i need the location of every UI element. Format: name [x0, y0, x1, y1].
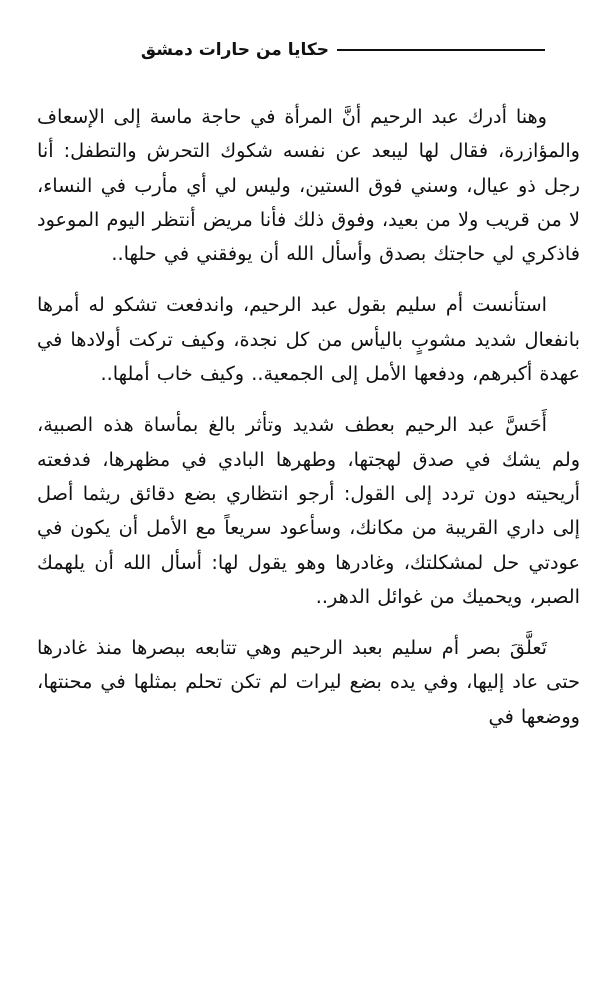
- paragraph: أَحَسَّ عبد الرحيم بعطف شديد وتأثر بالغ بمأساة هذه الصبية، ولم يشك في صدق لهجتها، وطهرها البادي في مظهرها، فدفعته أريحيته دون تردد إلى القول: أرجو انتظاري بضع دقائق ريثما أصل إلى داري القريبة من مكانك، وسأعود سريعاً مع الأمل أن يكون في عودتي حل لمشكلتك، وغادرها وهو يقول لها: أسأل الله أن يلهمك الصبر، ويحميك من غوائل الدهر..: [37, 413, 580, 608]
- header-rule: [337, 49, 545, 51]
- paragraph: استأنست أم سليم بقول عبد الرحيم، واندفعت تشكو له أمرها بانفعال شديد مشوبٍ باليأس من كل نجدة، وكيف تركت أولادها في عهدة أكبرهم، ودفعها الأمل إلى الجمعية.. وكيف خاب أملها..: [37, 293, 580, 386]
- paragraph: وهنا أدرك عبد الرحيم أنَّ المرأة في حاجة ماسة إلى الإسعاف والمؤازرة، فقال لها ليبعد عن نفسه شكوك التحرش والتطفل: أنا رجل ذو عيال، وسني فوق الستين، وليس لي أي مأرب في النساء، لا من قريب ولا من بعيد، وفوق ذلك فأنا مريض أنتظر اليوم الموعود فاذكري لي حاجتك بصدق وأسأل الله أن يوفقني في حلها..: [37, 105, 580, 266]
- book-title: حكايا من حارات دمشق: [140, 40, 329, 60]
- running-header: [141, 36, 545, 64]
- body-text: [37, 100, 580, 751]
- paragraph: تَعلَّقَ بصر أم سليم بعبد الرحيم وهي تتابعه ببصرها منذ غادرها حتى عاد إليها، وفي يده بضع ليرات لم تكن تحلم بمثلها في محنتها، ووضعها في: [37, 636, 580, 728]
